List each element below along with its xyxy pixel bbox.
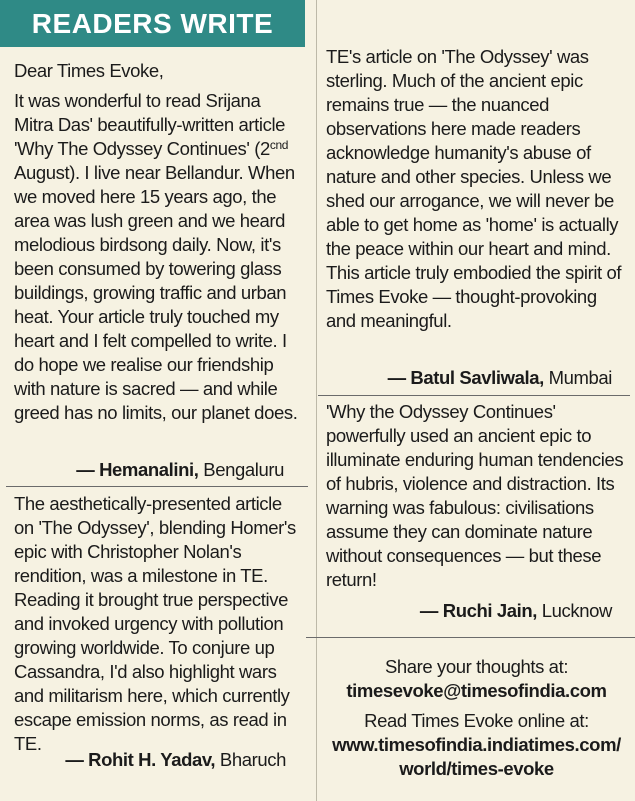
letter-salutation: Dear Times Evoke, bbox=[14, 60, 164, 81]
divider bbox=[306, 637, 635, 638]
section-title: READERS WRITE bbox=[31, 7, 274, 39]
letter-body: It was wonderful to read Srijana Mitra Das' beautifully-written article 'Why The Odyssey Continues' ($2^{cnd}$ August). I live near Bellandur. When we moved here 15 years ago, the area was lush green and we heard melodious birdsong daily. Now, it's been consumed by towering glass buildings, growing traffic and urban heat. Your article truly touched my heart and I felt compelled to write. I do hope we realise our friendship with nature is sacred — and while greed has no limits, our planet does. bbox=[14, 90, 298, 423]
author-name: — Hemanalini, bbox=[76, 459, 199, 480]
divider bbox=[6, 486, 308, 487]
letter-body: 'Why the Odyssey Continues' powerfully used an ancient epic to illuminate enduring human tendencies of hubris, violence and distraction. Its warning was fabulous: civilisations assume they can dominate nature without consequences — but these return! bbox=[326, 401, 624, 590]
author-city: Mumbai bbox=[543, 367, 612, 388]
letter-body: TE's article on 'The Odyssey' was sterling. Much of the ancient epic remains true — the nuanced observations here made readers acknowledge humanity's abuse of nature and other species. Unless we shed our arrogance, we will never be able to get home as 'home' is actually the peace within our heart and mind. This article truly embodied the spirit of Times Evoke — thought-provoking and meaningful. bbox=[326, 46, 622, 331]
online-label: Read Times Evoke online at: bbox=[364, 710, 589, 731]
letter-body: The aesthetically-presented article on 'The Odyssey', blending Homer's epic with Christopher Nolan's rendition, was a milestone in TE. Reading it brought true perspective and invoked urgency with pollution growing worldwide. To conjure up Cassandra, I'd also highlight wars and militarism here, which currently escape emission norms, as read in TE. bbox=[14, 493, 296, 754]
letter-ruchi bbox=[326, 400, 628, 592]
author-city: Bharuch bbox=[215, 749, 286, 770]
signature-rohit bbox=[14, 749, 286, 771]
author-name: — Rohit H. Yadav, bbox=[65, 749, 216, 770]
share-box bbox=[318, 655, 635, 781]
email-link[interactable]: timesevoke@timesofindia.com bbox=[346, 680, 607, 701]
divider bbox=[318, 395, 630, 396]
letter-rohit bbox=[14, 492, 304, 756]
share-label: Share your thoughts at: bbox=[384, 656, 569, 677]
author-city: Bengaluru bbox=[198, 459, 284, 480]
letter-batul bbox=[326, 45, 628, 333]
url-link[interactable]: www.timesofindia.indiatimes.com/ world/times-evoke bbox=[332, 734, 621, 779]
author-name: — Ruchi Jain, bbox=[419, 600, 538, 621]
letter-hemanalini bbox=[14, 59, 304, 425]
author-city: Lucknow bbox=[537, 600, 612, 621]
signature-batul bbox=[326, 367, 612, 389]
column-divider bbox=[316, 0, 317, 801]
signature-hemanalini bbox=[14, 459, 284, 481]
section-header bbox=[0, 0, 305, 47]
signature-ruchi bbox=[326, 600, 612, 622]
author-name: — Batul Savliwala, bbox=[387, 367, 544, 388]
